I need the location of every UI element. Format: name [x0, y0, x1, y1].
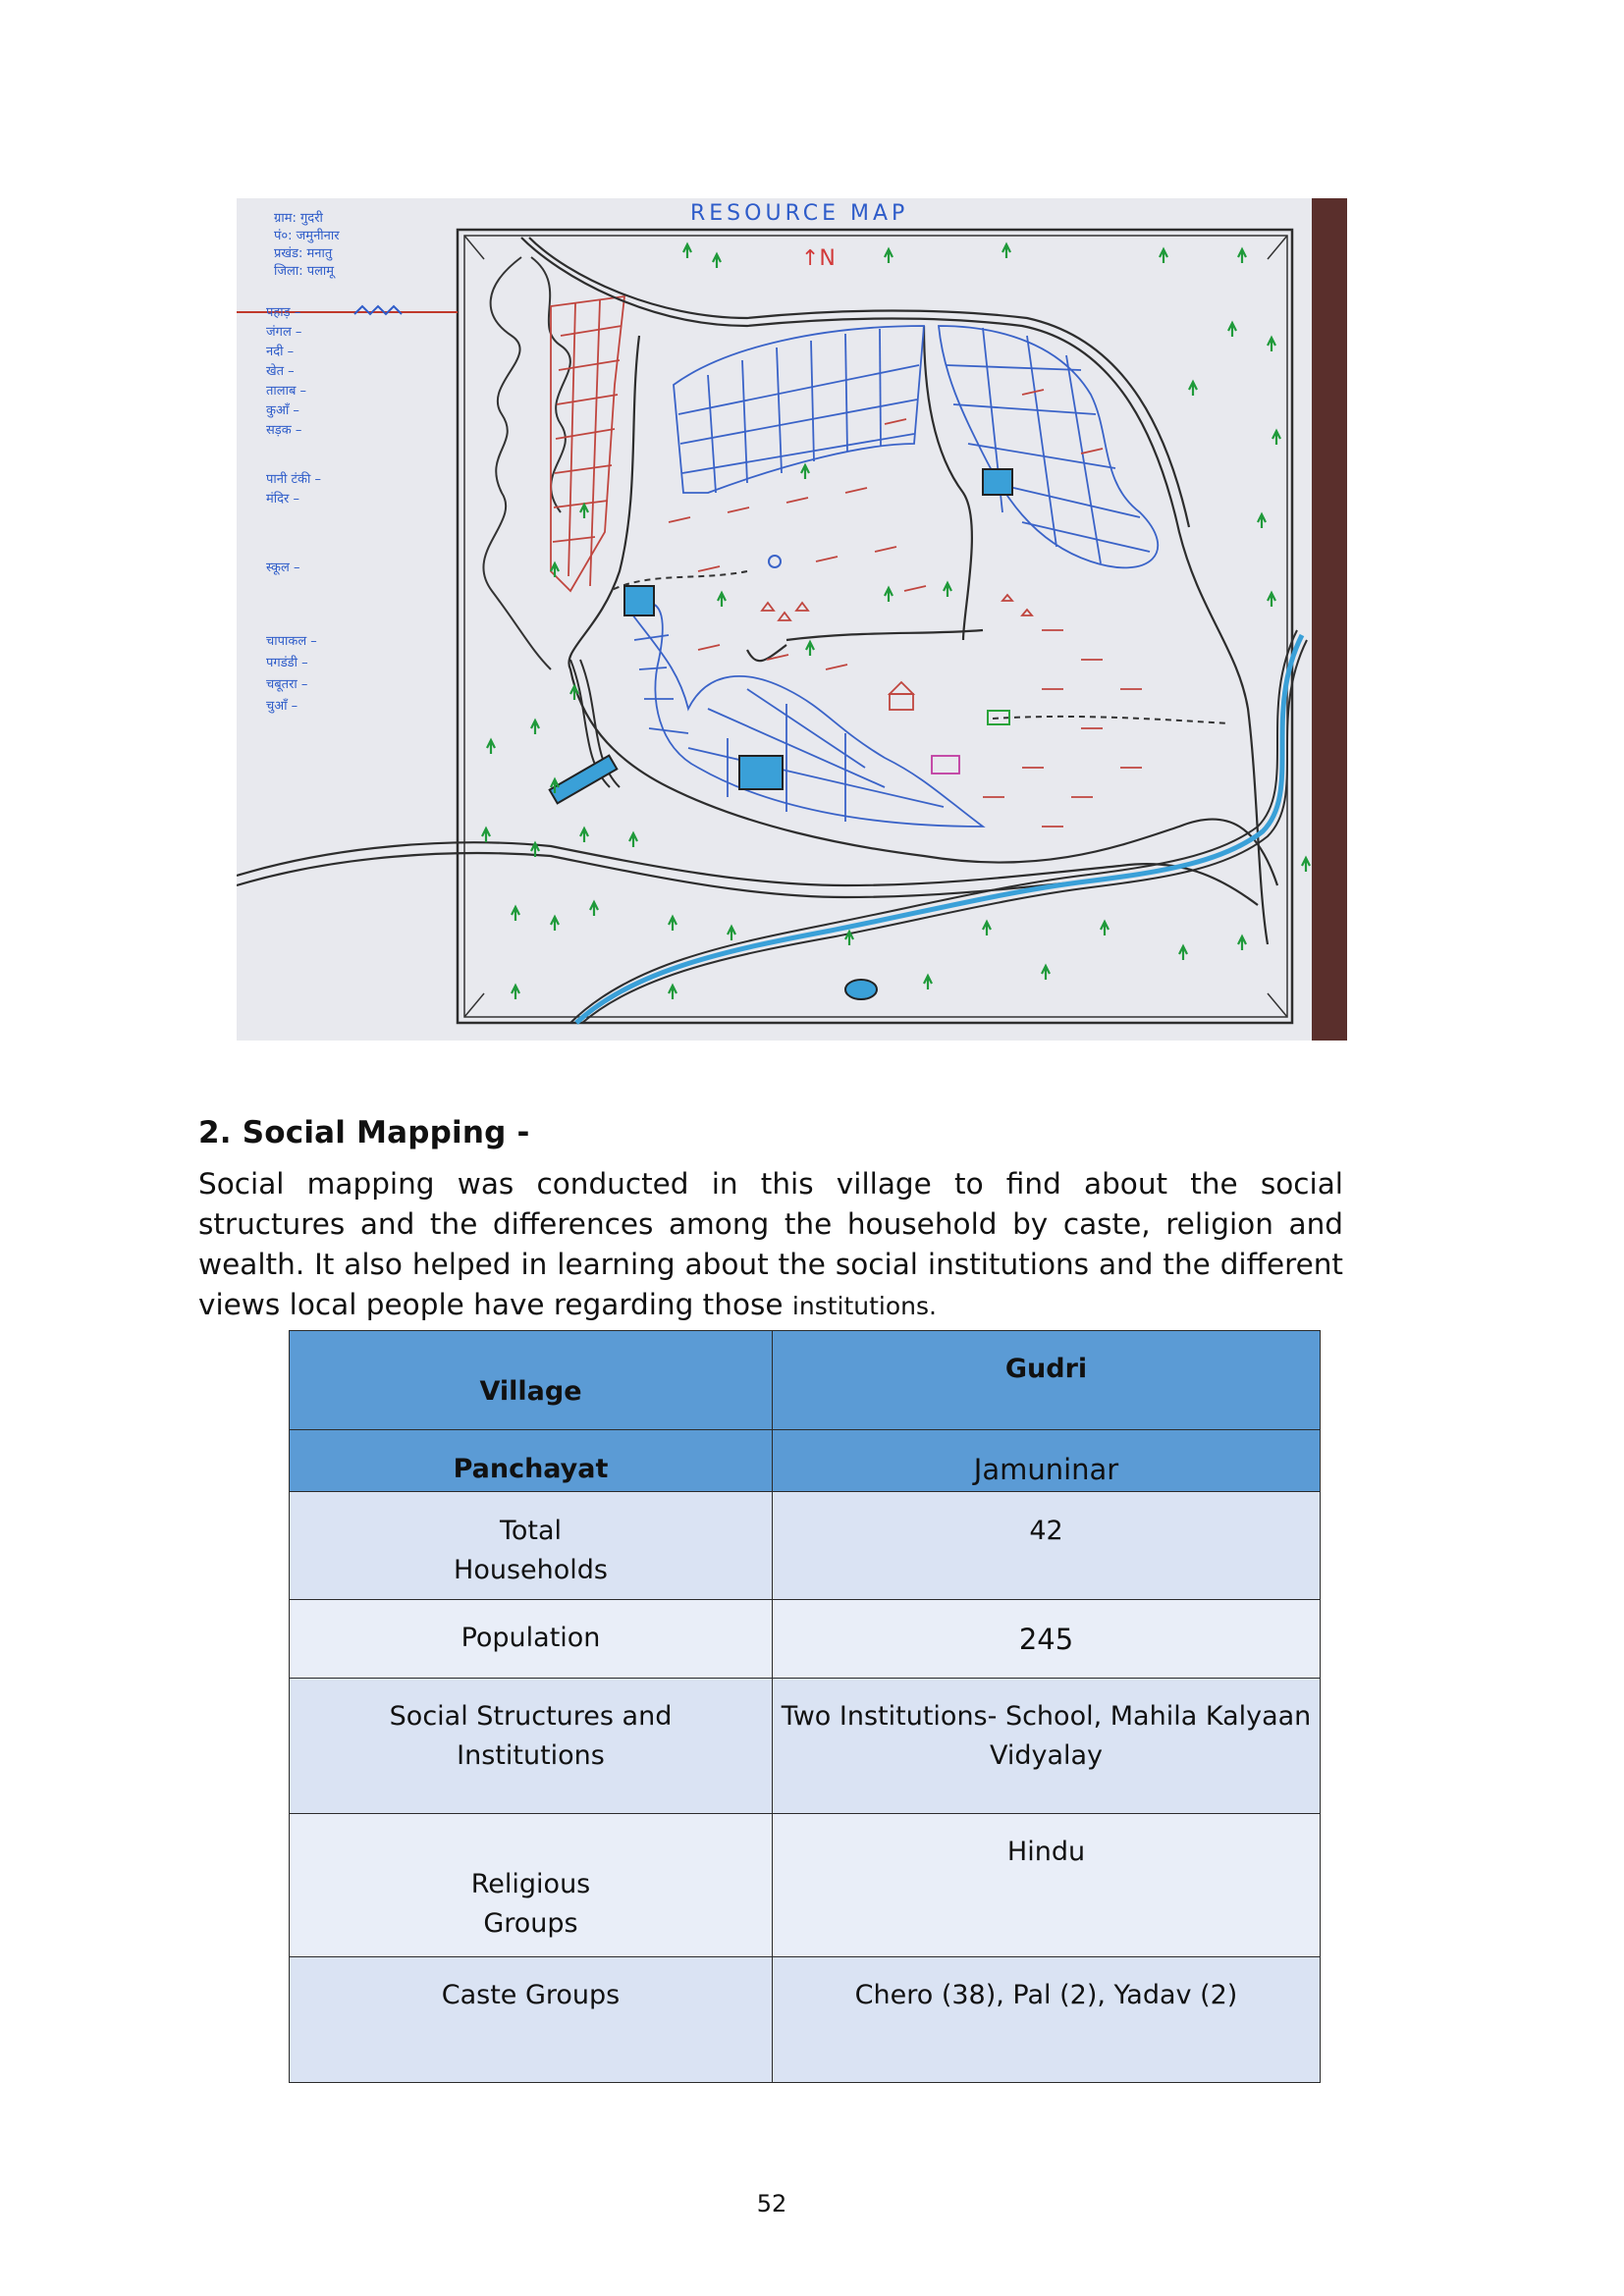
svg-text:ग्राम: गुदरी: ग्राम: गुदरी [274, 211, 323, 226]
north-arrow: ↑N [801, 246, 836, 271]
households-label [290, 1492, 773, 1600]
population-value: 245 [773, 1600, 1321, 1679]
svg-text:तालाब –: तालाब – [266, 384, 307, 399]
religious-label [290, 1814, 773, 1957]
svg-text:खेत –: खेत – [266, 364, 295, 379]
svg-text:पं०: जमुनीनार: पं०: जमुनीनार [274, 229, 340, 243]
svg-text:पानी टंकी –: पानी टंकी – [266, 472, 322, 487]
table-row-religious [290, 1814, 1321, 1957]
religious-label-line-2: Groups [483, 1908, 578, 1939]
institutions-label-line-1: Social Structures and [389, 1701, 673, 1732]
page-number: 52 [756, 2190, 787, 2217]
institutions-label [290, 1679, 773, 1814]
svg-text:नदी –: नदी – [266, 345, 295, 359]
svg-text:कुआँ –: कुआँ – [266, 403, 299, 418]
institutions-value-line-1: Two Institutions- School, Mahila Kalyaan [781, 1701, 1312, 1732]
section-heading: 2. Social Mapping - [198, 1115, 530, 1150]
paragraph-tail-text: institutions. [791, 1292, 937, 1320]
svg-text:प्रखंड: मनातु: प्रखंड: मनातु [274, 246, 333, 261]
svg-text:स्कूल –: स्कूल – [266, 561, 300, 575]
svg-text:मंदिर –: मंदिर – [266, 492, 299, 507]
institutions-value [773, 1679, 1321, 1814]
svg-text:सड़क –: सड़क – [266, 423, 302, 438]
households-label-line-2: Households [454, 1555, 608, 1585]
table-row-panchayat [290, 1430, 1321, 1492]
svg-text:पगडंडी –: पगडंडी – [266, 656, 308, 670]
map-title: RESOURCE MAP [690, 201, 909, 226]
svg-text:चबूतरा –: चबूतरा – [266, 677, 308, 692]
panchayat-value: Jamuninar [773, 1430, 1321, 1492]
panchayat-label: Panchayat [290, 1430, 773, 1492]
population-label: Population [290, 1600, 773, 1679]
table-row-households [290, 1492, 1321, 1600]
religious-value: Hindu [773, 1814, 1321, 1957]
institutions-value-line-2: Vidyalay [989, 1740, 1104, 1771]
households-label-line-1: Total [499, 1516, 563, 1546]
households-value: 42 [773, 1492, 1321, 1600]
paragraph-main-text: Social mapping was conducted in this village to find about the social structures and the differences among the household by caste, religion and wealth. It also helped in learning about the social institutions and the different views local people have regarding those [198, 1167, 1343, 1321]
svg-text:जंगल –: जंगल – [266, 325, 302, 340]
svg-text:पहाड़ –: पहाड़ – [266, 305, 301, 320]
svg-text:जिला: पलामू: जिला: पलामू [274, 264, 335, 279]
table-row-institutions [290, 1679, 1321, 1814]
village-info-table [289, 1330, 1321, 2083]
table-row-population [290, 1600, 1321, 1679]
table-row-caste [290, 1957, 1321, 2083]
svg-text:चापाकल –: चापाकल – [266, 634, 317, 649]
religious-label-line-1: Religious [470, 1869, 591, 1899]
table-row-village [290, 1331, 1321, 1430]
caste-value: Chero (38), Pal (2), Yadav (2) [773, 1957, 1321, 2083]
village-label: Village [290, 1331, 773, 1430]
resource-map-photo [237, 198, 1347, 1041]
caste-label: Caste Groups [290, 1957, 773, 2083]
section-paragraph [198, 1164, 1343, 1326]
institutions-label-line-2: Institutions [457, 1740, 605, 1771]
village-value: Gudri [773, 1331, 1321, 1430]
svg-text:चुआँ –: चुआँ – [266, 699, 298, 714]
